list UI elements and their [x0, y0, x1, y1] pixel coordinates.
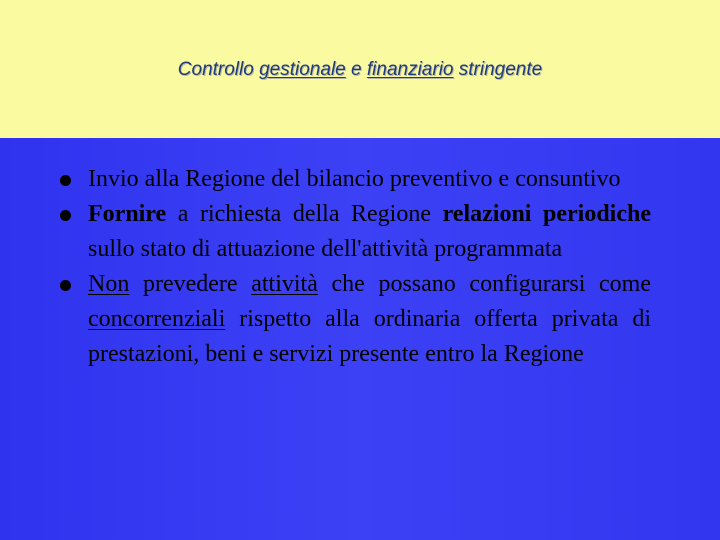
bullet-dot-icon [60, 175, 71, 186]
bullet-bold-text: relazioni periodiche [442, 201, 651, 227]
bullet-text: a richiesta della Regione [177, 201, 432, 227]
bullet-underlined-text: concorrenziali [88, 306, 226, 332]
title-word: stringente [458, 59, 543, 80]
bullet-item [88, 162, 651, 197]
title-word: e [351, 59, 362, 80]
bullet-item [88, 267, 651, 372]
bullet-item [88, 197, 651, 267]
bullet-text: che possano configurarsi come [331, 271, 651, 297]
slide-title [0, 59, 720, 81]
bullet-underlined-text: Non [88, 271, 130, 297]
bullet-underlined-text: attività [251, 271, 318, 297]
bullet-dot-icon [60, 280, 71, 291]
bullet-text: rispetto alla ordinaria offerta privata di prestazioni, beni e servizi presente entro la Regione [88, 306, 651, 367]
bullet-text: sullo stato di attuazione dell'attività programmata [88, 236, 563, 262]
bullet-bold-text: Fornire [88, 201, 167, 227]
title-word: Controllo [177, 59, 254, 80]
bullet-text: prevedere [142, 271, 238, 297]
bullet-text: Invio alla Regione del bilancio preventivo e consuntivo [88, 166, 621, 192]
title-band [0, 0, 720, 138]
bullet-list [88, 162, 651, 372]
title-word-underlined: gestionale [259, 59, 346, 80]
bullet-dot-icon [60, 210, 71, 221]
title-word-underlined: finanziario [366, 59, 454, 80]
